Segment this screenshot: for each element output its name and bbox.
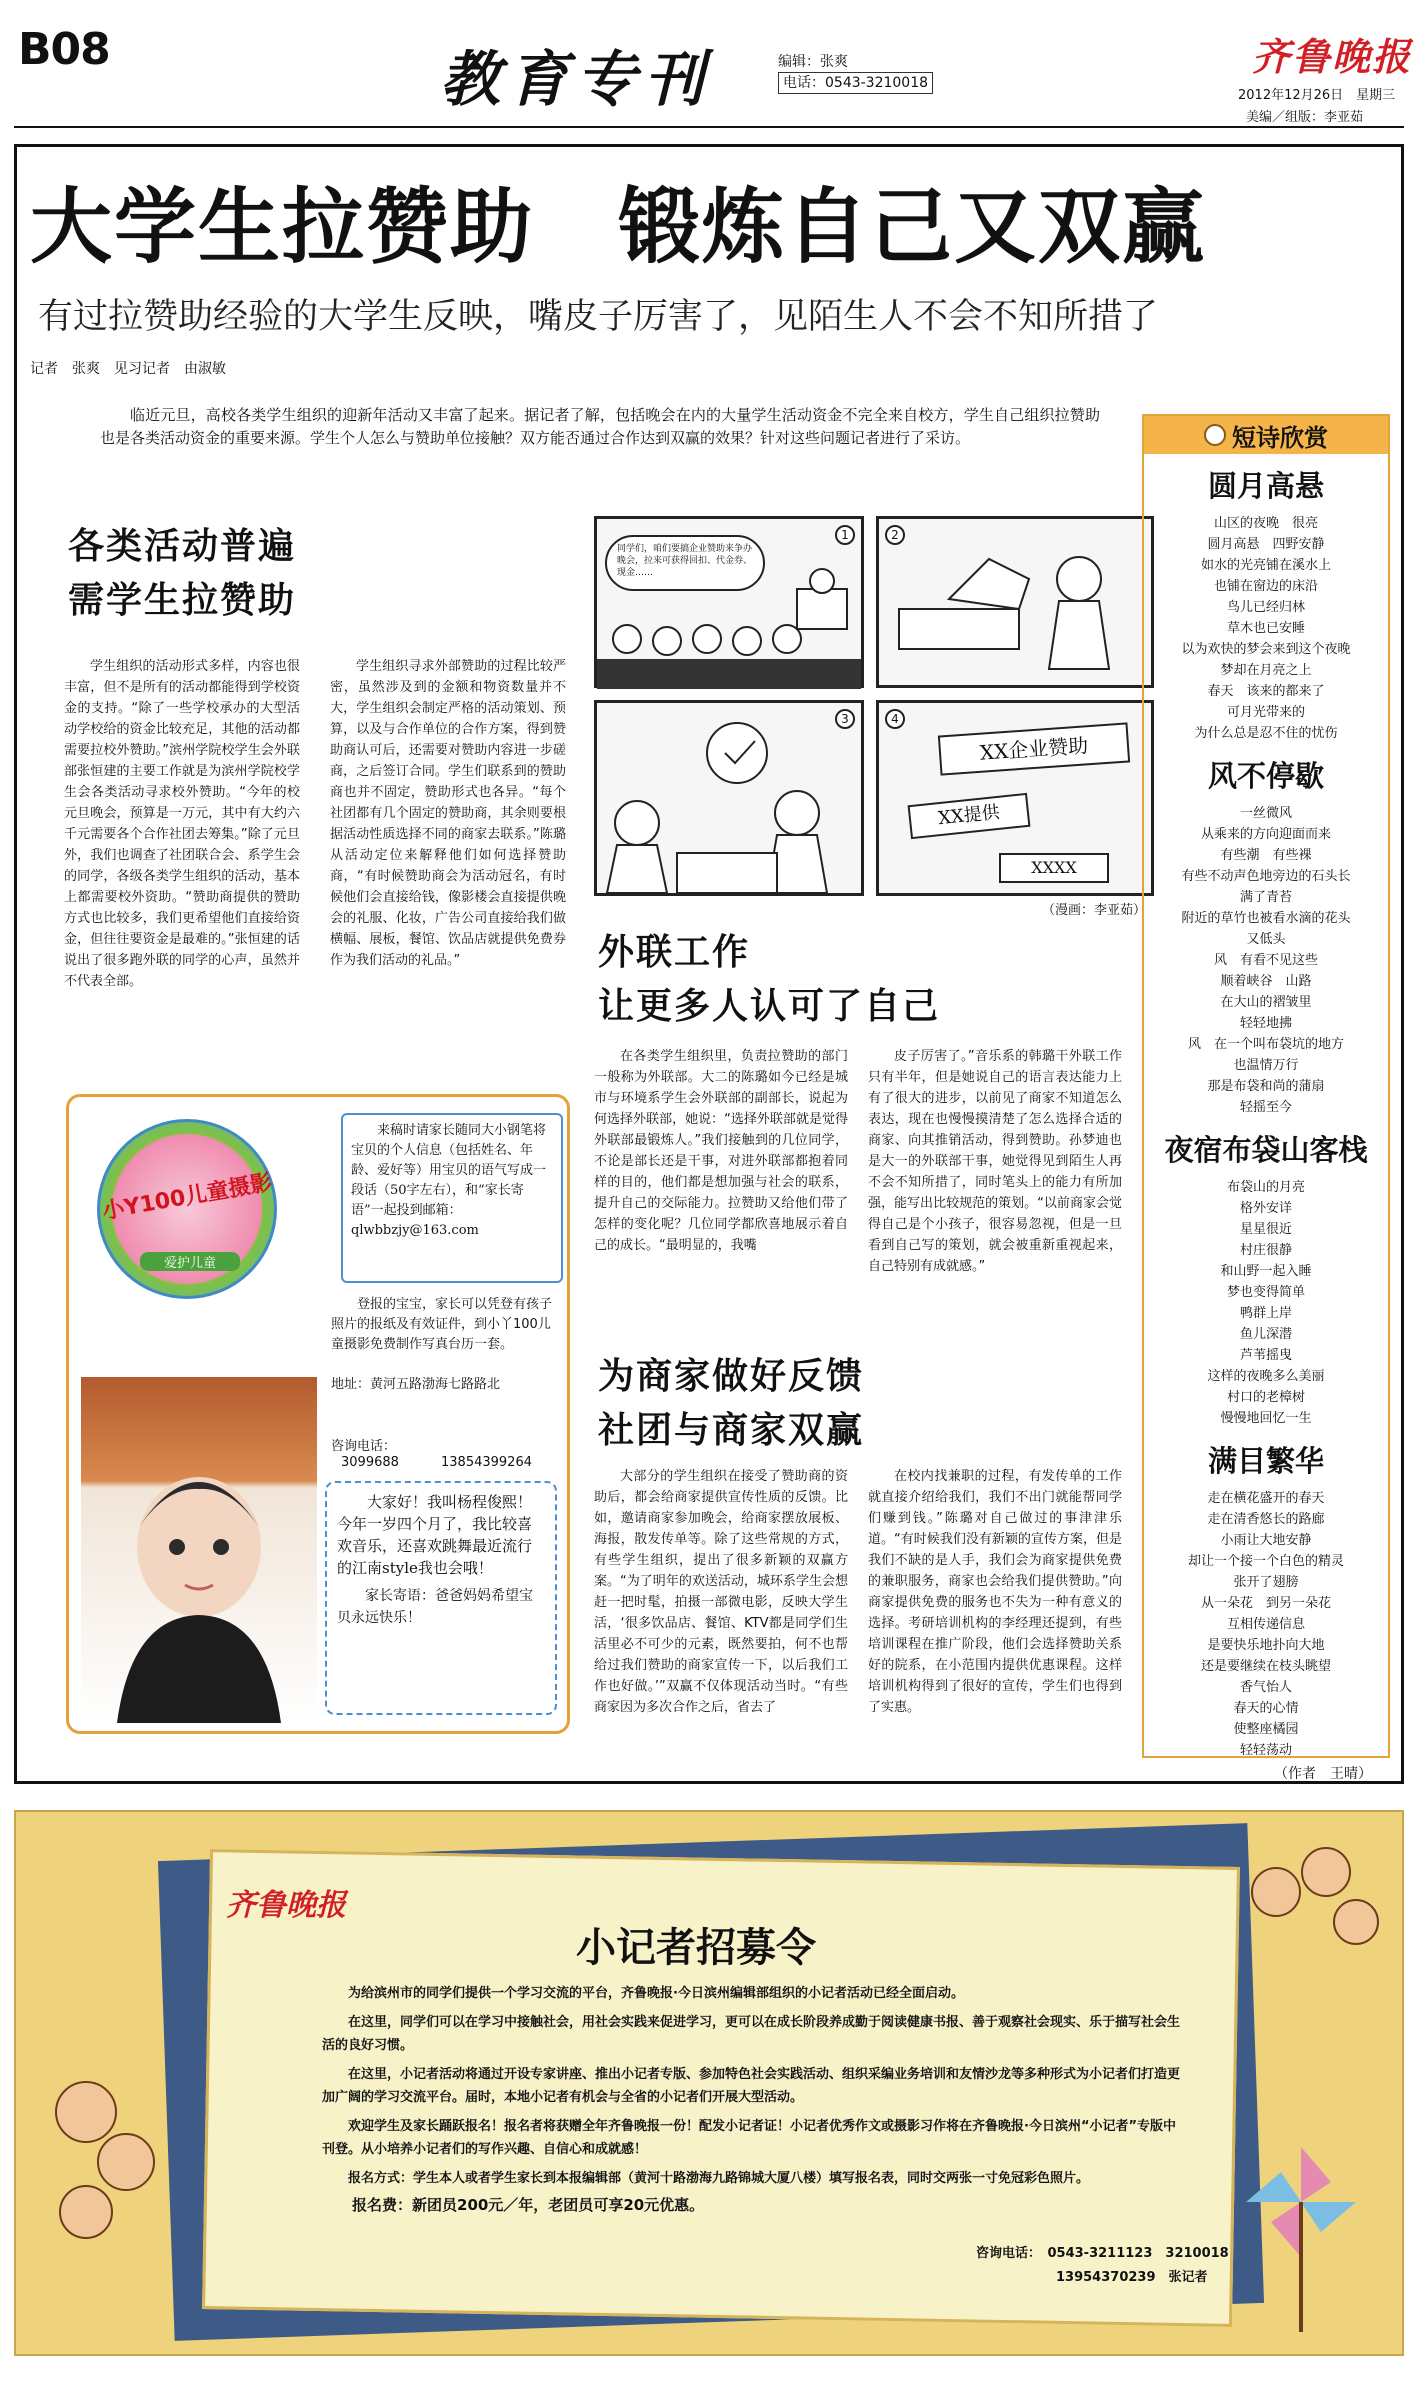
lead-paragraph: 临近元旦，高校各类学生组织的迎新年活动又丰富了起来。据记者了解，包括晚会在内的大量学生活动资金不完全来自校方，学生自己组织拉赞助也是各类活动资金的重要来源。学生个人怎么与赞助单位接触？双方能否通过合作达到双赢的效果？针对这些问题记者进行了采访。 <box>100 406 1100 447</box>
poem-line: 鸭群上岸 <box>1239 1306 1292 1321</box>
poem-line: 草木也已安睡 <box>1226 621 1305 636</box>
ad-body <box>322 1982 1182 2217</box>
poem-line: 芦苇摇曳 <box>1239 1348 1292 1363</box>
frame-right <box>1401 144 1404 1784</box>
child-message: 大家好！我叫杨程俊熙！今年一岁四个月了，我比较喜欢音乐，还喜欢跳舞最近流行的江南style我也会哦！ <box>337 1493 533 1577</box>
comic-panel-1 <box>594 516 864 688</box>
issue-date: 2012年12月26日 星期三 <box>1238 88 1396 103</box>
editor-name: 编辑：张爽 <box>778 54 848 70</box>
frame-top <box>14 144 1404 147</box>
ad-kids-left <box>36 2052 166 2252</box>
poem-3-title: 夜宿布袋山客栈 <box>1164 1133 1368 1167</box>
comic-panel-3 <box>594 700 864 896</box>
ad-title: 小记者招募令 <box>576 1925 816 1971</box>
poem-line: 在大山的褶皱里 <box>1220 995 1312 1010</box>
poem-line: 和山野一起入睡 <box>1220 1264 1312 1279</box>
ad-contact-phone: 咨询电话： 0543-3211123 3210018 <box>976 2246 1229 2261</box>
comic-speech-bubble: 同学们，咱们要搞企业赞助来争办晚会，拉来可获得回扣、代金券、现金…… <box>605 535 765 591</box>
promo-note: 登报的宝宝，家长可以凭登有孩子照片的报纸及有效证件，到小丫100儿童摄影免费制作写真台历一套。 <box>331 1297 553 1352</box>
poem-line: 轻轻荡动 <box>1239 1743 1292 1758</box>
brand-logo: 齐鲁晚报 <box>1252 34 1413 79</box>
section-title: 教育专刊 <box>440 45 712 115</box>
comic-negotiation-drawing <box>597 703 861 893</box>
promo-phone-1: 3099688 <box>341 1455 399 1470</box>
comic-banner-provided: XX提供 <box>908 793 1031 839</box>
page-number: B08 <box>18 24 110 75</box>
section2-heading <box>598 926 940 1034</box>
poem-line: 使整座橘园 <box>1233 1722 1299 1737</box>
ad-fee: 报名费：新团员200元／年，老团员可享20元优惠。 <box>352 2196 705 2214</box>
poem-line: 村口的老樟树 <box>1226 1390 1305 1405</box>
poem-line: 从一朵花 到另一朵花 <box>1200 1596 1331 1611</box>
ad-brand: 齐鲁晚报 <box>226 1888 346 1923</box>
poem-4-title: 满目繁华 <box>1207 1444 1324 1478</box>
poem-line: 可月光带来的 <box>1226 705 1305 720</box>
section2-title-line1: 外联工作 <box>598 932 751 973</box>
poem-4-body <box>1144 1488 1388 1761</box>
promo-logo <box>97 1119 277 1299</box>
poem-line: 梦却在月亮之上 <box>1220 663 1312 678</box>
ad-contact <box>976 2242 1229 2290</box>
comic-banner-small: XXXX <box>999 853 1109 883</box>
poem-line: 鸟儿已经归林 <box>1226 600 1305 615</box>
poem-column-header <box>1144 416 1388 454</box>
poem-line: 互相传递信息 <box>1226 1617 1305 1632</box>
comic-banner-sponsor: XX企业赞助 <box>938 722 1130 775</box>
comic-panel-number: 3 <box>835 709 855 729</box>
poem-line: 村庄很静 <box>1239 1243 1292 1258</box>
poem-line: 这样的夜晚多么美丽 <box>1207 1369 1325 1384</box>
poem-2-body <box>1144 803 1388 1118</box>
poem-line: 一丝微风 <box>1239 806 1292 821</box>
poem-line: 有些不动声色地旁边的石头长 <box>1181 869 1351 884</box>
section3-title-line2: 社团与商家双赢 <box>598 1410 865 1451</box>
ad-paragraph-1: 为给滨州市的同学们提供一个学习交流的平台，齐鲁晚报·今日滨州编辑部组织的小记者活动已经全面启动。 <box>348 1986 964 2001</box>
comic-audience-drawing <box>597 599 861 689</box>
editor-phone: 电话：0543-3210018 <box>778 72 933 94</box>
section1-title-line2: 需学生拉赞助 <box>68 580 297 621</box>
poem-line: 风 有看不见这些 <box>1213 953 1318 968</box>
photo-promo-box <box>66 1094 570 1734</box>
kids-cartoon-left <box>36 2052 166 2252</box>
poem-line: 为什么总是忍不住的忧伤 <box>1194 726 1338 741</box>
ad-pinwheel <box>1226 2132 1376 2332</box>
poem-line: 是要快乐地扑向大地 <box>1207 1638 1325 1653</box>
poem-column-title: 短诗欣赏 <box>1232 423 1328 452</box>
promo-phone-2: 13854399264 <box>441 1455 532 1470</box>
kids-cartoon-right <box>1236 1832 1386 1992</box>
poem-line: 鱼儿深潜 <box>1239 1327 1292 1342</box>
section2-title-line2: 让更多人认可了自己 <box>598 986 941 1027</box>
headline: 大学生拉赞助 锻炼自己又双赢 <box>30 180 1207 275</box>
comic-credit: （漫画：李亚茹） <box>1041 903 1146 918</box>
poem-line: 满了青苔 <box>1239 890 1292 905</box>
section1-col1: 学生组织的活动形式多样，内容也很丰富，但不是所有的活动都能得到学校资金的支持。“除了一些学校承办的大型活动学校给的资金比较充足，其他的活动都需要拉校外赞助。”滨州学院校学生会外联部张恒建的主要工作就是为滨州学院校学生会各类活动寻求校外赞助。“今年的校元旦晚会，预算是一万元，其中有大约六千元需要各个合作社团去筹集。”除了元旦外，我们也调查了社团联合会、系学生会的同学，各级各类学生组织的活动，基本上都需要校外资助。“赞助商提供的赞助方式也比较多，我们更希望他们直接给资金，但往往要资金是最难的。”张恒建的话说出了很多跑外联的同学的心声，虽然并不代表全部。 <box>64 659 300 989</box>
child-figure <box>81 1377 317 1723</box>
poem-line: 圆月高悬 四野安静 <box>1207 537 1325 552</box>
poem-column-icon <box>1204 424 1226 446</box>
promo-logo-text: 小Y100儿童摄影 <box>100 1170 275 1225</box>
promo-call-for-entries: 来稿时请家长随同大小钢笔将宝贝的个人信息（包括姓名、年龄、爱好等）用宝贝的语气写成一段话（50字左右），和“家长寄语”一起投到邮箱：qlwbbzjy@163.com <box>341 1113 563 1283</box>
section1-heading <box>68 520 296 628</box>
poem-line: 却让一个接一个白色的精灵 <box>1187 1554 1344 1569</box>
ad-paragraph-5: 报名方式：学生本人或者学生家长到本报编辑部（黄河十路渤海九路锦城大厦八楼）填写报名表，同时交两张一寸免冠彩色照片。 <box>348 2171 1090 2186</box>
poem-line: 香气怡人 <box>1239 1680 1292 1695</box>
poem-line: 有些潮 有些裸 <box>1220 848 1312 863</box>
pinwheel-icon <box>1226 2132 1376 2332</box>
poem-line: 那是布袋和尚的蒲扇 <box>1207 1079 1325 1094</box>
editor-info <box>778 52 933 94</box>
poem-3-body <box>1144 1177 1388 1429</box>
comic-strip <box>594 516 1154 916</box>
section1-col2: 学生组织寻求外部赞助的过程比较严密，虽然涉及到的金额和物资数量并不大，学生组织会制定严格的活动策划、预算，以及与合作单位的合作方案，得到赞助商认可后，还需要对赞助内容进一步磋商，之后签订合同。学生们联系到的赞助商也并不固定，赞助形式也各异。“每个社团都有几个固定的赞助商，其余则要根据活动性质选择不同的商家去联系。”陈璐从活动定位来解释他们如何选择赞助商，“有时候赞助商会为活动冠名，有时候他们会直接给钱，像影楼会直接提供晚会的礼服、化妆，广告公司直接给我们做横幅、展板，餐馆、饮品店就提供免费券作为我们活动的礼品。” <box>330 659 566 968</box>
poem-line: 以为欢快的梦会来到这个夜晚 <box>1181 642 1351 657</box>
designer-credit: 美编／组版：李亚茹 <box>1246 110 1364 125</box>
ad-kids-right <box>1236 1832 1386 1992</box>
child-message-card <box>325 1481 557 1715</box>
parent-message: 家长寄语：爸爸妈妈希望宝贝永远快乐！ <box>337 1588 533 1626</box>
poem-line: 春天 该来的都来了 <box>1207 684 1325 699</box>
section2-col2: 皮子厉害了。”音乐系的韩璐干外联工作只有半年，但是她说自己的语言表达能力上有了很大的进步，以前见了商家不知道怎么表达，现在也慢慢摸清楚了怎么选择合适的商家、向其推销活动，得到赞助。孙梦迪也是大一的外联部干事，她觉得见到陌生人再不会不知所措了，同时笔头上的能力有所加强，能写出比较规范的策划。“以前商家会觉得自己是个小孩子，很容易忽视，但是一旦看到自己写的策划，就会被重新重视起来，自己特别有成就感。” <box>868 1049 1122 1274</box>
poem-line: 梦也变得简单 <box>1226 1285 1305 1300</box>
ad-paragraph-4: 欢迎学生及家长踊跃报名！报名者将获赠全年齐鲁晚报一份！配发小记者证！小记者优秀作文或摄影习作将在齐鲁晚报·今日滨州“小记者”专版中刊登。从小培养小记者们的写作兴趣、自信心和成就感！ <box>322 2119 1177 2157</box>
poem-line: 还是要继续在枝头眺望 <box>1200 1659 1331 1674</box>
ad-paragraph-3: 在这里，小记者活动将通过开设专家讲座、推出小记者专版、参加特色社会实践活动、组织采编业务培训和友情沙龙等多种形式为小记者们打造更加广阔的学习交流平台。届时，本地小记者有机会与全省的小记者们开展大型活动。 <box>322 2067 1181 2105</box>
poem-line: 走在清香悠长的路廊 <box>1207 1512 1325 1527</box>
comic-panel-number: 1 <box>835 525 855 545</box>
ad-paragraph-2: 在这里，同学们可以在学习中接触社会，用社会实践来促进学习，更可以在成长阶段养成勤于阅读健康书报、善于观察社会现实、乐于描写社会生活的良好习惯。 <box>322 2015 1181 2053</box>
poem-line: 轻轻地拂 <box>1239 1016 1292 1031</box>
comic-panel-number: 2 <box>885 525 905 545</box>
promo-phone-label: 咨询电话： <box>331 1439 397 1454</box>
section1-title-line1: 各类活动普遍 <box>68 526 297 567</box>
poem-line: 张开了翅膀 <box>1233 1575 1299 1590</box>
promo-address: 地址：黄河五路渤海七路路北 <box>331 1377 501 1392</box>
subhead: 有过拉赞助经验的大学生反映，嘴皮子厉害了，见陌生人不会不知所措了 <box>38 297 1159 337</box>
poem-1-title: 圆月高悬 <box>1207 469 1324 503</box>
poem-line: 春天的心情 <box>1233 1701 1299 1716</box>
poem-line: 又低头 <box>1246 932 1286 947</box>
header-rule <box>14 126 1404 128</box>
poem-line: 布袋山的月亮 <box>1226 1180 1305 1195</box>
poem-1-body <box>1144 513 1388 744</box>
frame-left <box>14 144 17 1784</box>
section2-col1: 在各类学生组织里，负责拉赞助的部门一般称为外联部。大二的陈璐如今已经是城市与环境系学生会外联部的副部长，说起为何选择外联部，她说：“选择外联部就是觉得外联部最锻炼人。”我们接触到的几位同学，不论是部长还是干事，对进外联部都抱着同样的目的，他们都是想加强与社会的联系，提升自己的交际能力。拉赞助又给他们带了怎样的变化呢？几位同学都欣喜地展示着自己的成长。“最明显的，我嘴 <box>594 1049 848 1253</box>
section3-col2: 在校内找兼职的过程，有发传单的工作就直接介绍给我们，我们不出门就能帮同学们赚到钱。”陈璐对自己做过的事津津乐道。“有时候我们没有新颖的宣传方案，但是我们不缺的是人手，我们会为商家提供免费的兼职服务，商家也会给我们提供赞助。”向商家提供免费的服务也不失为一种有意义的选择。考研培训机构的李经理还提到，有些培训课程在推广阶段，他们会选择赞助关系好的院系，在小范围内提供优惠课程。这样培训机构得到了很好的宣传，学生们也得到了实惠。 <box>868 1469 1122 1715</box>
poem-line: 星星很近 <box>1239 1222 1292 1237</box>
poem-line: 从乘来的方向迎面而来 <box>1200 827 1331 842</box>
poem-2-title: 风不停歇 <box>1207 759 1324 793</box>
poem-line: 顺着峡谷 山路 <box>1220 974 1312 989</box>
poem-line: 小雨让大地安静 <box>1220 1533 1312 1548</box>
section3-heading <box>598 1350 864 1458</box>
poem-author: （作者 王晴） <box>1274 1766 1372 1782</box>
poem-line: 风 在一个叫布袋坑的地方 <box>1187 1037 1344 1052</box>
poem-line: 也温情万行 <box>1233 1058 1299 1073</box>
poem-line: 格外安详 <box>1239 1201 1292 1216</box>
ad-contact-mobile: 13954370239 张记者 <box>1056 2270 1208 2285</box>
poem-line: 附近的草竹也被看水滴的花头 <box>1181 911 1351 926</box>
comic-rejection-drawing <box>879 519 1151 685</box>
reporter-ad <box>14 1810 1404 2356</box>
section3-col1: 大部分的学生组织在接受了赞助商的资助后，都会给商家提供宣传性质的反馈。比如，邀请商家参加晚会，给商家摆放展板、海报，散发传单等。除了这些常规的方式，有些学生组织，提出了很多新颖的双赢方案。“为了明年的欢送活动，城环系学生会想赶一把时髦，拍摄一部微电影，反映大学生活，‘很多饮品店、餐馆、KTV都是同学们生活里必不可少的元素，既然要拍，何不也帮给过我们赞助的商家宣传一下，以后我们工作也好做。’”双赢不仅体现活动当时。“有些商家因为多次合作之后，省去了 <box>594 1469 848 1715</box>
poem-line: 走在横花盛开的春天 <box>1207 1491 1325 1506</box>
byline: 记者 张爽 见习记者 由淑敏 <box>30 361 226 377</box>
poem-column <box>1142 414 1390 1782</box>
poem-line: 轻摇至今 <box>1239 1100 1292 1115</box>
promo-logo-subtext: 爱护儿童 <box>140 1252 240 1271</box>
poem-line: 也铺在窗边的床沿 <box>1213 579 1318 594</box>
child-photo <box>81 1377 317 1723</box>
poem-line: 如水的光亮铺在溪水上 <box>1200 558 1331 573</box>
comic-panel-2 <box>876 516 1154 688</box>
poem-line: 慢慢地回忆一生 <box>1220 1411 1312 1426</box>
comic-panel-number: 4 <box>885 709 905 729</box>
section3-title-line1: 为商家做好反馈 <box>598 1356 865 1397</box>
comic-panel-4 <box>876 700 1154 896</box>
poem-line: 山区的夜晚 很亮 <box>1213 516 1318 531</box>
